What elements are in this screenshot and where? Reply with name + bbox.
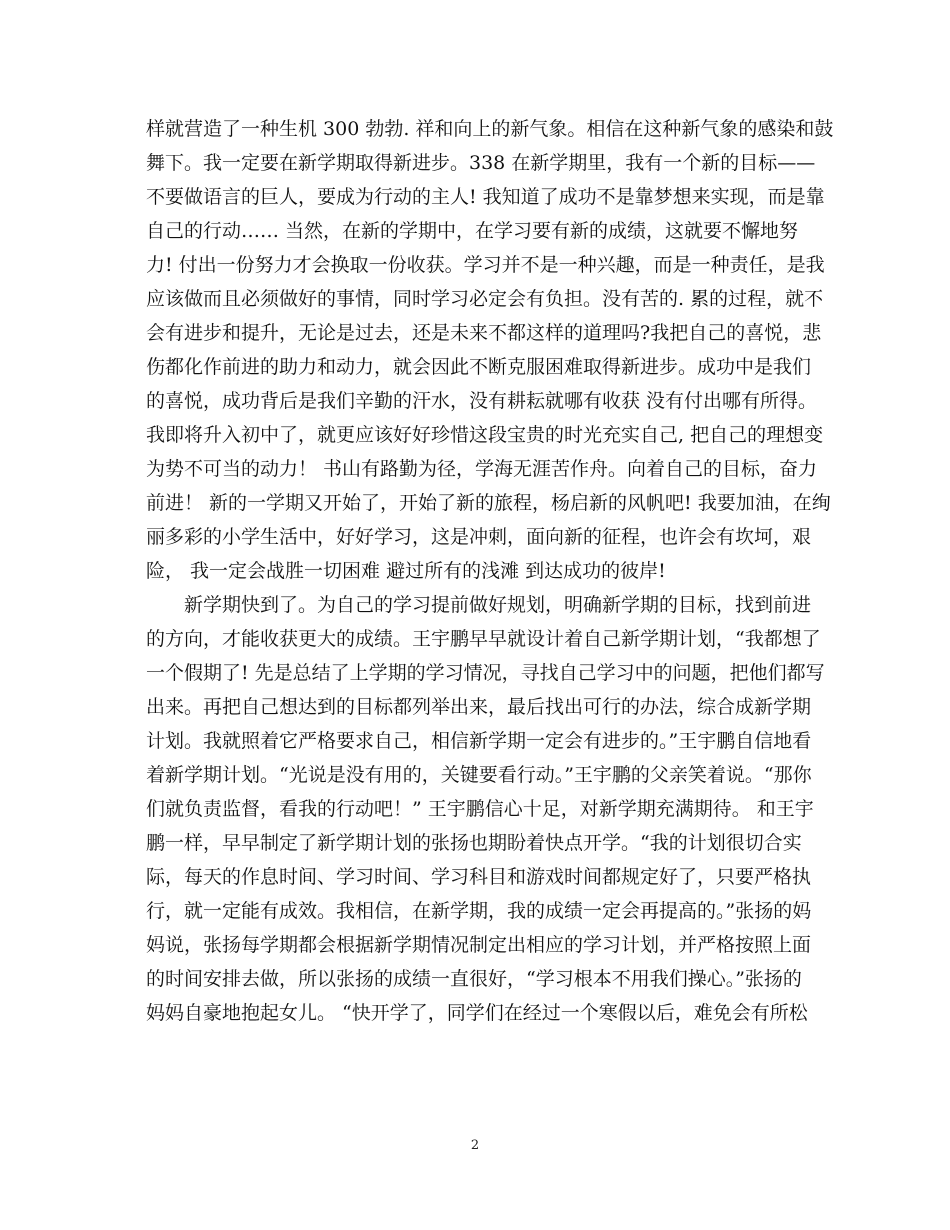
text-line: 舞下。我一定要在新学期取得新进步。338 在新学期里，我有一个新的目标—— [146,152,816,174]
text-line: 自己的行动…… 当然，在新的学期中，在学习要有新的成绩，这就要不懈地努 [146,220,799,242]
text-line: 样就营造了一种生机 300 勃勃. 祥和向上的新气象。相信在这种新气象的感染和鼓 [146,118,834,140]
text-line: 妈说，张扬每学期都会根据新学期情况制定出相应的学习计划，并严格按照上面 [146,934,812,956]
text-line: 不要做语言的巨人，要成为行动的主人! 我知道了成功不是靠梦想来实现，而是靠 [146,186,825,208]
text-line: 们就负责监督，看我的行动吧！” 王宇鹏信心十足，对新学期充满期待。 和王宇 [146,798,814,820]
text-line: 险， 我一定会战胜一切困难 避过所有的浅滩 到达成功的彼岸! [146,560,666,582]
text-line: 力! 付出一份努力才会换取一份收获。学习并不是一种兴趣，而是一种责任，是我 [146,254,825,276]
text-line: 应该做而且必须做好的事情，同时学习必定会有负担。没有苦的. 累的过程，就不 [146,288,824,310]
text-line: 的时间安排去做，所以张扬的成绩一直很好，“学习根本不用我们操心。”张扬的 [146,968,802,990]
text-line: 的方向，才能收获更大的成绩。王宇鹏早早就设计着自己新学期计划，“我都想了 [146,628,821,650]
text-line: 伤都化作前进的助力和动力，就会因此不断克服困难取得新进步。成功中是我们 [146,356,812,378]
text-line: 计划。我就照着它严格要求自己，相信新学期一定会有进步的。”王宇鹏自信地看 [146,730,812,752]
text-line: 我即将升入初中了，就更应该好好珍惜这段宝贵的时光充实自己, 把自己的理想变 [146,424,824,446]
text-line: 行，就一定能有成效。我相信，在新学期，我的成绩一定会再提高的。”张扬的妈 [146,900,812,922]
text-line: 为势不可当的动力！ 书山有路勤为径，学海无涯苦作舟。向着自己的目标，奋力 [146,458,818,480]
text-line: 新学期快到了。为自己的学习提前做好规划，明确新学期的目标，找到前进 [184,594,812,616]
text-line: 着新学期计划。“光说是没有用的，关键要看行动。”王宇鹏的父亲笑着说。“那你 [146,764,812,786]
text-line: 的喜悦，成功背后是我们辛勤的汗水，没有耕耘就哪有收获 没有付出哪有所得。 [146,390,818,412]
page-number: 2 [470,1138,480,1153]
text-line: 丽多彩的小学生活中，好好学习，这是冲刺，面向新的征程，也许会有坎坷，艰 [146,526,812,548]
text-line: 会有进步和提升，无论是过去，还是未来不都这样的道理吗?我把自己的喜悦，悲 [146,322,822,344]
text-line: 际，每天的作息时间、学习时间、学习科目和游戏时间都规定好了，只要严格执 [146,866,812,888]
text-line: 前进！ 新的一学期又开始了，开始了新的旅程，杨启新的风帆吧! 我要加油，在绚 [146,492,831,514]
text-line: 鹏一样，早早制定了新学期计划的张扬也期盼着快点开学。“我的计划很切合实 [146,832,802,854]
text-line: 妈妈自豪地抱起女儿。 “快开学了，同学们在经过一个寒假以后，难免会有所松 [146,1002,808,1024]
text-line: 一个假期了! 先是总结了上学期的学习情况，寻找自己学习中的问题，把他们都写 [146,662,825,684]
text-line: 出来。再把自己想达到的目标都列举出来，最后找出可行的办法，综合成新学期 [146,696,812,718]
